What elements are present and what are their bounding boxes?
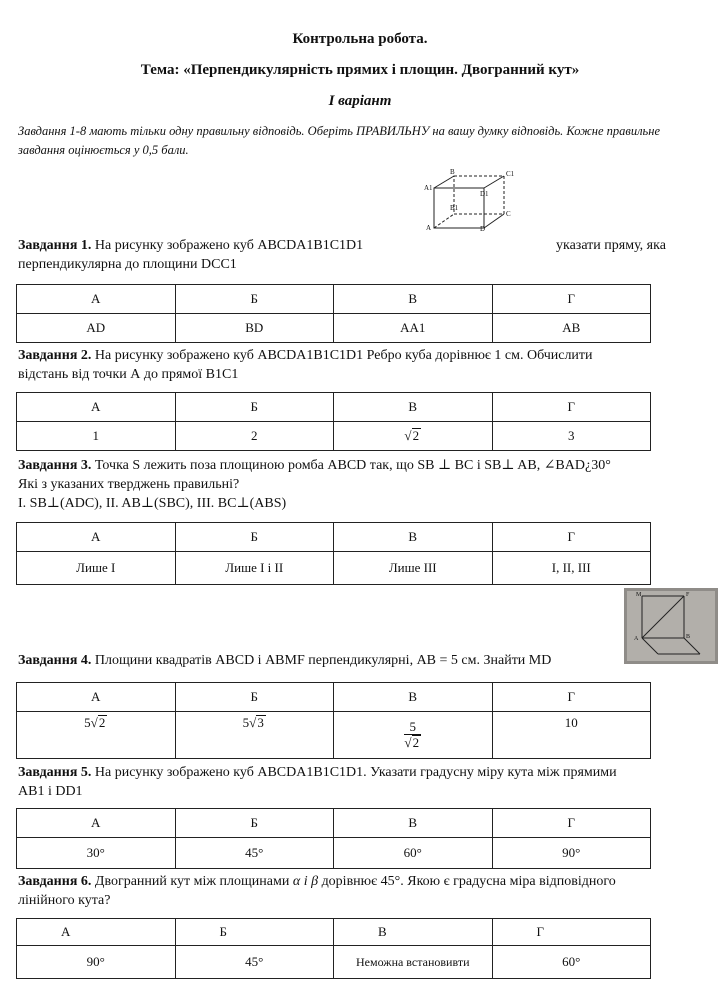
task-4-header-a: А <box>17 683 176 712</box>
task-4-answer-a[interactable]: 5√2 <box>17 712 176 759</box>
task-3-header-a: А <box>17 523 176 552</box>
cube-vertex-b: B <box>450 168 455 176</box>
variant-label: І варіант <box>328 93 392 109</box>
task-5-answer-table <box>16 808 651 869</box>
task-4-header-g: Г <box>492 683 651 712</box>
task-4-answer-b-coef: 5 <box>242 715 250 730</box>
task-1-answer-table <box>16 284 651 343</box>
task-3-answer-v[interactable]: Лише III <box>334 552 493 585</box>
figure2-vertex-b: B <box>686 634 691 640</box>
task-2-text: На рисунку зображено куб ABCDA1B1C1D1 Ребро куба дорівнює 1 см. Обчислити <box>94 348 593 363</box>
task-6-answer-table <box>16 918 651 979</box>
task-6-label: Завдання 6. <box>18 874 92 889</box>
task-4-answer-v[interactable] <box>334 712 493 759</box>
task-5-answer-a[interactable]: 30° <box>17 838 176 869</box>
task-1-header-b: Б <box>175 285 334 314</box>
task-1-label: Завдання 1. <box>18 238 92 253</box>
task-3-text-2: Які з указаних тверджень правильні? <box>18 477 240 492</box>
task-3-text: Точка S лежить поза площиною ромба ABCD так, що SB ⊥ BC і SB⊥ AB, ∠BAD¿30° <box>94 458 611 473</box>
task-1-header-v: В <box>334 285 493 314</box>
task-3-header-g: Г <box>492 523 651 552</box>
document-title: Контрольна робота. <box>292 31 428 47</box>
task-3-answer-b[interactable]: Лише I і II <box>175 552 334 585</box>
task-1-header-a: А <box>17 285 176 314</box>
task-6-text-greek: α і β <box>292 874 319 889</box>
cube-vertex-d: D <box>480 225 486 232</box>
task-3-header-v: В <box>334 523 493 552</box>
cube-vertex-a: A <box>426 224 432 232</box>
task-5 <box>18 763 708 782</box>
cube-vertex-c: C <box>506 210 511 218</box>
task-2-answer-b[interactable]: 2 <box>175 422 334 451</box>
task-3-answer-g[interactable]: I, II, III <box>492 552 651 585</box>
task-4 <box>18 651 708 670</box>
task-3 <box>18 456 708 475</box>
task-1-answer-g[interactable]: AB <box>492 314 651 343</box>
cube-vertex-a1: A1 <box>424 184 433 192</box>
task-3-answer-table <box>16 522 651 585</box>
cube-vertex-c1: C1 <box>506 170 515 178</box>
task-4-answer-v-fraction <box>404 720 421 750</box>
cube-vertex-d1: D1 <box>480 190 489 198</box>
task-6-answer-g[interactable]: 60° <box>492 946 651 979</box>
task-4-answer-a-radicand: 2 <box>98 715 106 730</box>
instructions: Завдання 1-8 мають тільки одну правильну відповідь. Оберіть ПРАВИЛЬНУ на вашу думку відповідь. Кожне правильне завдання оцінюється у 0,5 бали. <box>18 124 660 157</box>
task-4-answer-v-denominator: √2 <box>404 735 420 750</box>
task-1-text-2: перпендикулярна до площини DCC1 <box>18 257 237 272</box>
task-2-answer-table <box>16 392 651 451</box>
task-5-header-b: Б <box>175 809 334 838</box>
task-4-header-v: В <box>334 683 493 712</box>
task-6-answer-a[interactable]: 90° <box>17 946 176 979</box>
task-2-header-g: Г <box>492 393 651 422</box>
task-1-answer-a[interactable]: AD <box>17 314 176 343</box>
task-4-answer-v-numerator: 5 <box>404 720 421 735</box>
task-6-text-b: дорівнює 45°. Якою є градусна міра відповідного <box>321 874 616 889</box>
task-2-header-a: А <box>17 393 176 422</box>
cube-figure <box>420 168 520 232</box>
task-4-label: Завдання 4. <box>18 653 92 668</box>
task-2-header-b: Б <box>175 393 334 422</box>
task-4-answer-a-coef: 5 <box>84 715 91 730</box>
task-2-header-v: В <box>334 393 493 422</box>
task-6-header-v: В <box>334 919 493 946</box>
task-4-answer-b-radicand: 3 <box>257 715 264 730</box>
figure2-vertex-m: M <box>636 592 642 598</box>
task-2-answer-a[interactable]: 1 <box>17 422 176 451</box>
task-3-label: Завдання 3. <box>18 458 92 473</box>
task-4-answer-v-radicand: 2 <box>412 735 420 750</box>
document-topic: Тема: «Перпендикулярність прямих і площин. Двогранний кут» <box>140 62 580 78</box>
task-2-answer-v[interactable]: √2 <box>334 422 493 451</box>
task-5-answer-g[interactable]: 90° <box>492 838 651 869</box>
figure2-vertex-a: A <box>634 636 639 642</box>
task-3-header-b: Б <box>175 523 334 552</box>
task-6-header-g: Г <box>492 919 651 946</box>
task-2-answer-g[interactable]: 3 <box>492 422 651 451</box>
task-4-answer-b[interactable]: 5√3 <box>175 712 334 759</box>
task-2-answer-v-radicand: 2 <box>412 428 420 443</box>
task-4-answer-g[interactable]: 10 <box>492 712 651 759</box>
task-2-text-2: відстань від точки А до прямої B1C1 <box>18 367 239 382</box>
task-6-answer-v[interactable]: Неможна встановивти <box>334 946 493 979</box>
task-6-header-a: А <box>17 919 176 946</box>
task-5-text: На рисунку зображено куб ABCDA1B1C1D1. Указати градусну міру кута між прямими <box>94 765 617 780</box>
task-5-answer-v[interactable]: 60° <box>334 838 493 869</box>
task-5-header-g: Г <box>492 809 651 838</box>
task-1-header-g: Г <box>492 285 651 314</box>
figure2-vertex-f: F <box>686 592 690 598</box>
task-5-answer-b[interactable]: 45° <box>175 838 334 869</box>
task-1-answer-b[interactable]: BD <box>175 314 334 343</box>
task-4-header-b: Б <box>175 683 334 712</box>
task-1-answer-v[interactable]: AA1 <box>334 314 493 343</box>
task-6-text-2: лінійного кута? <box>18 893 111 908</box>
task-1-text: На рисунку зображено куб ABCDA1B1C1D1 <box>94 238 364 253</box>
task-3-answer-a[interactable]: Лише I <box>17 552 176 585</box>
task-3-text-3: I. SB⊥(ADC), II. AB⊥(SBC), III. BC⊥(ABS) <box>18 496 287 511</box>
task-4-answer-table <box>16 682 651 759</box>
task-6-answer-b[interactable]: 45° <box>175 946 334 979</box>
task-5-header-a: А <box>17 809 176 838</box>
task-1-text-right: указати пряму, яка <box>556 238 666 253</box>
task-5-text-2: AB1 і DD1 <box>18 784 83 799</box>
task-6 <box>18 872 708 891</box>
task-4-text: Площини квадратів ABCD і ABMF перпендикулярні, AB = 5 см. Знайти MD <box>94 653 552 668</box>
task-5-label: Завдання 5. <box>18 765 92 780</box>
task-2-label: Завдання 2. <box>18 348 92 363</box>
cube-vertex-b1: B1 <box>450 204 459 212</box>
task-5-header-v: В <box>334 809 493 838</box>
task-6-text-a: Двогранний кут між площинами <box>94 874 290 889</box>
task-2 <box>18 346 708 365</box>
task-6-header-b: Б <box>175 919 334 946</box>
